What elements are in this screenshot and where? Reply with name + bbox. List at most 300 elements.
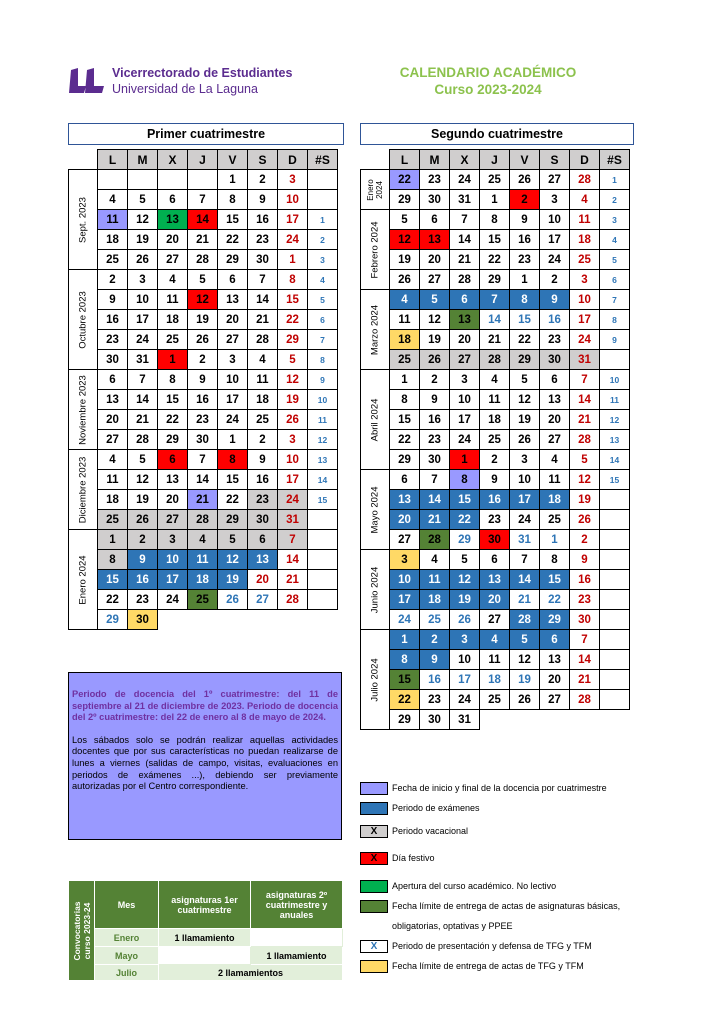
day-cell: 12: [420, 310, 450, 330]
day-cell: 26: [128, 510, 158, 530]
day-cell: 23: [420, 170, 450, 190]
legend-text: Periodo de presentación y defensa de TFG y TFM: [392, 941, 592, 951]
day-cell: 22: [390, 430, 420, 450]
week-number: 12: [308, 430, 338, 450]
week-number: 11: [308, 410, 338, 430]
month-label: Julio 2024: [369, 657, 381, 702]
day-cell: 15: [278, 290, 308, 310]
month-label-cell: [361, 210, 390, 290]
day-cell: 21: [510, 590, 540, 610]
day-cell: 28: [248, 330, 278, 350]
day-cell: [600, 670, 630, 690]
day-cell: 4: [570, 190, 600, 210]
day-cell: 10: [510, 470, 540, 490]
day-cell: 8: [480, 210, 510, 230]
day-header: X: [450, 150, 480, 170]
month-label-cell: [361, 170, 390, 210]
day-cell: 21: [278, 570, 308, 590]
week-number: 15: [600, 470, 630, 490]
day-cell: 3: [128, 270, 158, 290]
day-cell: 9: [420, 390, 450, 410]
day-cell: 1: [390, 370, 420, 390]
day-cell: 13: [540, 650, 570, 670]
day-cell: 19: [510, 410, 540, 430]
week-number: 11: [600, 390, 630, 410]
week-number: 13: [600, 430, 630, 450]
day-cell: 26: [570, 510, 600, 530]
day-cell: 16: [510, 230, 540, 250]
day-header: S: [248, 150, 278, 170]
day-cell: 18: [248, 390, 278, 410]
day-cell: 17: [158, 570, 188, 590]
day-cell: 3: [278, 430, 308, 450]
day-cell: 18: [390, 330, 420, 350]
day-cell: 18: [570, 230, 600, 250]
day-cell: 8: [218, 190, 248, 210]
page-title: [368, 64, 608, 98]
day-cell: 6: [450, 290, 480, 310]
week-number: 1: [308, 210, 338, 230]
day-cell: 20: [540, 410, 570, 430]
day-cell: 25: [390, 350, 420, 370]
day-cell: 16: [540, 310, 570, 330]
day-cell: 4: [248, 350, 278, 370]
month-cell: Enero: [95, 929, 159, 947]
day-cell: 6: [390, 470, 420, 490]
day-cell: 26: [420, 350, 450, 370]
day-cell: 16: [98, 310, 128, 330]
week-number: 6: [308, 310, 338, 330]
week-number: 15: [308, 490, 338, 510]
day-cell: 18: [98, 230, 128, 250]
day-cell: 4: [98, 450, 128, 470]
day-cell: [308, 550, 338, 570]
corner-cell: [69, 150, 98, 170]
day-cell: 2: [188, 350, 218, 370]
day-cell: 9: [128, 550, 158, 570]
day-cell: 21: [570, 670, 600, 690]
day-cell: 27: [158, 510, 188, 530]
day-cell: 16: [420, 410, 450, 430]
day-cell: 12: [128, 470, 158, 490]
day-cell: 2: [98, 270, 128, 290]
day-cell: 5: [218, 530, 248, 550]
day-cell: 3: [158, 530, 188, 550]
day-cell: 6: [480, 550, 510, 570]
day-cell: 25: [98, 510, 128, 530]
week-number: 9: [308, 370, 338, 390]
day-cell: 27: [390, 530, 420, 550]
day-cell: 1: [510, 270, 540, 290]
day-cell: 23: [98, 330, 128, 350]
legend-text: Día festivo: [392, 853, 435, 863]
day-cell: 16: [188, 390, 218, 410]
day-cell: 20: [158, 490, 188, 510]
month-label-cell: [361, 630, 390, 730]
day-cell: 8: [98, 550, 128, 570]
legend-text: Fecha de inicio y final de la docencia por cuatrimestre: [392, 783, 607, 793]
day-cell: 28: [570, 690, 600, 710]
day-cell: 3: [218, 350, 248, 370]
day-cell: 13: [420, 230, 450, 250]
month-label: Diciembre 2023: [77, 456, 89, 523]
day-cell: 12: [510, 650, 540, 670]
day-cell: 23: [540, 330, 570, 350]
first-semester-title: Primer cuatrimestre: [68, 123, 344, 145]
month-label-cell: [69, 170, 98, 270]
title-line: CALENDARIO ACADÉMICO: [399, 65, 577, 80]
day-cell: 13: [98, 390, 128, 410]
day-cell: 24: [450, 690, 480, 710]
legend-swatch: [360, 880, 388, 893]
day-cell: 14: [570, 650, 600, 670]
day-cell: 5: [390, 210, 420, 230]
day-cell: 17: [218, 390, 248, 410]
legend-swatch: X: [360, 852, 388, 865]
day-cell: 24: [128, 330, 158, 350]
day-cell: 20: [218, 310, 248, 330]
day-cell: 12: [128, 210, 158, 230]
day-cell: 6: [420, 210, 450, 230]
day-cell: 19: [218, 570, 248, 590]
day-cell: 4: [390, 290, 420, 310]
day-header: J: [188, 150, 218, 170]
day-cell: 6: [158, 190, 188, 210]
day-cell: 13: [218, 290, 248, 310]
day-cell: 31: [278, 510, 308, 530]
day-cell: 29: [510, 350, 540, 370]
day-cell: [158, 170, 188, 190]
day-cell: 10: [540, 210, 570, 230]
day-cell: 20: [420, 250, 450, 270]
day-cell: 27: [248, 590, 278, 610]
day-cell: 13: [158, 210, 188, 230]
day-cell: 20: [540, 670, 570, 690]
day-cell: 16: [480, 490, 510, 510]
day-cell: 14: [570, 390, 600, 410]
day-cell: 14: [510, 570, 540, 590]
convocatorias-side-label: [69, 881, 95, 981]
day-cell: 28: [480, 350, 510, 370]
day-cell: 19: [510, 670, 540, 690]
day-cell: 14: [450, 230, 480, 250]
day-cell: 16: [128, 570, 158, 590]
legend-swatch: X: [360, 940, 388, 953]
day-cell: 26: [510, 690, 540, 710]
day-cell: 20: [390, 510, 420, 530]
week-number: 14: [308, 470, 338, 490]
day-cell: 17: [278, 210, 308, 230]
week-number: 1: [600, 170, 630, 190]
day-cell: 30: [420, 450, 450, 470]
day-cell: 1: [480, 190, 510, 210]
second-semester-title: Segundo cuatrimestre: [360, 123, 634, 145]
week-number: 4: [600, 230, 630, 250]
day-cell: 22: [480, 250, 510, 270]
day-cell: 19: [128, 490, 158, 510]
day-cell: 22: [540, 590, 570, 610]
col-header-first: asignaturas 1er cuatrimestre: [159, 881, 251, 929]
day-header: L: [390, 150, 420, 170]
day-cell: 26: [450, 610, 480, 630]
month-label: Marzo 2024: [369, 304, 381, 355]
day-cell: 25: [480, 690, 510, 710]
day-cell: 19: [450, 590, 480, 610]
day-cell: 16: [420, 670, 450, 690]
day-cell: 23: [480, 510, 510, 530]
day-cell: 13: [450, 310, 480, 330]
day-header: J: [480, 150, 510, 170]
day-cell: 9: [188, 370, 218, 390]
day-cell: [600, 510, 630, 530]
day-cell: 13: [158, 470, 188, 490]
day-cell: 29: [390, 450, 420, 470]
day-cell: 30: [248, 510, 278, 530]
day-cell: 7: [420, 470, 450, 490]
day-cell: 3: [278, 170, 308, 190]
month-label-cell: [361, 470, 390, 550]
day-cell: 7: [278, 530, 308, 550]
day-cell: 23: [420, 430, 450, 450]
day-cell: 9: [420, 650, 450, 670]
day-cell: [308, 510, 338, 530]
month-label-cell: [69, 270, 98, 370]
day-cell: 26: [510, 430, 540, 450]
day-cell: 5: [128, 190, 158, 210]
day-cell: 10: [570, 290, 600, 310]
day-cell: 14: [278, 550, 308, 570]
day-cell: 11: [188, 550, 218, 570]
day-cell: 26: [188, 330, 218, 350]
month-label: Noviembre 2023: [77, 374, 89, 445]
day-cell: 11: [420, 570, 450, 590]
day-cell: 22: [278, 310, 308, 330]
month-label: Enero 2024: [366, 178, 384, 201]
day-cell: 30: [420, 190, 450, 210]
day-cell: 6: [218, 270, 248, 290]
day-cell: 7: [570, 630, 600, 650]
day-cell: [308, 590, 338, 610]
day-cell: 30: [420, 710, 450, 730]
day-cell: 25: [98, 250, 128, 270]
day-cell: 8: [450, 470, 480, 490]
day-cell: 11: [480, 650, 510, 670]
legend-text: Apertura del curso académico. No lectivo: [392, 881, 557, 891]
day-header: #S: [308, 150, 338, 170]
week-number: 13: [308, 450, 338, 470]
day-header: S: [540, 150, 570, 170]
day-cell: 29: [450, 530, 480, 550]
week-number: 9: [600, 330, 630, 350]
day-cell: 4: [98, 190, 128, 210]
day-cell: 1: [450, 450, 480, 470]
day-cell: 5: [128, 450, 158, 470]
subtitle-line: Curso 2023-2024: [434, 82, 542, 97]
day-cell: 28: [420, 530, 450, 550]
day-cell: 28: [450, 270, 480, 290]
day-cell: 10: [128, 290, 158, 310]
day-cell: 2: [540, 270, 570, 290]
month-label-cell: [361, 290, 390, 370]
day-cell: 23: [570, 590, 600, 610]
legend-swatch: X: [360, 825, 388, 838]
day-cell: 25: [420, 610, 450, 630]
day-cell: 6: [158, 450, 188, 470]
day-cell: 30: [188, 430, 218, 450]
month-label: Octubre 2023: [77, 290, 89, 349]
day-cell: 9: [248, 450, 278, 470]
teaching-periods-note: Periodo de docencia del 1º cuatrimestre: del 11 de septiembre al 21 de diciembre de 2023. Periodo de docencia del 2º cuatrimestre: del 22 de enero al 8 de mayo de 2024.: [72, 689, 338, 723]
day-cell: 13: [390, 490, 420, 510]
day-cell: 15: [540, 570, 570, 590]
month-label-cell: [361, 550, 390, 630]
day-cell: 12: [510, 390, 540, 410]
day-cell: 31: [510, 530, 540, 550]
day-cell: 26: [390, 270, 420, 290]
day-cell: [600, 590, 630, 610]
ull-logo-icon: [68, 66, 106, 94]
day-cell: [600, 490, 630, 510]
month-label: Sept. 2023: [77, 196, 89, 243]
day-cell: 24: [450, 170, 480, 190]
day-cell: 9: [98, 290, 128, 310]
day-cell: 2: [248, 430, 278, 450]
day-cell: [600, 650, 630, 670]
day-cell: 4: [158, 270, 188, 290]
day-cell: 6: [540, 630, 570, 650]
day-cell: 28: [128, 430, 158, 450]
legend-text: obligatorias, optativas y PPEE: [392, 921, 513, 931]
legend-text: Fecha límite de entrega de actas de asignaturas básicas,: [392, 901, 621, 911]
day-header: D: [570, 150, 600, 170]
day-cell: 8: [390, 650, 420, 670]
day-header: L: [98, 150, 128, 170]
day-cell: 2: [480, 450, 510, 470]
day-cell: [308, 530, 338, 550]
day-cell: 5: [570, 450, 600, 470]
day-cell: 6: [98, 370, 128, 390]
day-cell: 7: [188, 450, 218, 470]
day-cell: 27: [420, 270, 450, 290]
day-cell: 25: [570, 250, 600, 270]
day-cell: 24: [278, 490, 308, 510]
day-cell: 21: [480, 330, 510, 350]
week-number: 5: [308, 290, 338, 310]
day-cell: 8: [158, 370, 188, 390]
day-cell: [188, 170, 218, 190]
day-cell: 26: [510, 170, 540, 190]
day-cell: 8: [510, 290, 540, 310]
day-cell: 11: [248, 370, 278, 390]
day-cell: [600, 610, 630, 630]
day-cell: 24: [570, 330, 600, 350]
col-header-mes: Mes: [95, 881, 159, 929]
day-cell: 30: [480, 530, 510, 550]
saturday-note: Los sábados solo se podrán realizar aquellas actividades docentes que por sus características no puedan realizarse de lunes a viernes (salidas de campo, visitas, evaluaciones en periodos de exámenes ...), debiendo ser previamente autorizadas por el Centro correspondiente.: [72, 734, 338, 792]
day-cell: [600, 690, 630, 710]
day-cell: 1: [98, 530, 128, 550]
legend-swatch: [360, 782, 388, 795]
day-cell: 1: [390, 630, 420, 650]
day-cell: 23: [510, 250, 540, 270]
day-cell: 28: [510, 610, 540, 630]
convocatorias-table: [68, 880, 343, 981]
week-number: 2: [600, 190, 630, 210]
col-header-second: asignaturas 2º cuatrimestre y anuales: [251, 881, 343, 929]
day-cell: 5: [278, 350, 308, 370]
day-cell: 22: [510, 330, 540, 350]
day-cell: 1: [158, 350, 188, 370]
day-cell: 30: [570, 610, 600, 630]
day-cell: 8: [278, 270, 308, 290]
day-cell: 27: [540, 170, 570, 190]
day-cell: 25: [480, 430, 510, 450]
day-cell: 27: [450, 350, 480, 370]
day-cell: 13: [248, 550, 278, 570]
day-cell: 20: [450, 330, 480, 350]
day-cell: 5: [188, 270, 218, 290]
day-cell: 21: [450, 250, 480, 270]
day-cell: [308, 570, 338, 590]
week-number: 8: [600, 310, 630, 330]
legend-text: Periodo de exámenes: [392, 803, 480, 813]
day-cell: 2: [128, 530, 158, 550]
day-cell: 25: [248, 410, 278, 430]
day-cell: 30: [98, 350, 128, 370]
day-cell: 1: [218, 170, 248, 190]
day-cell: 17: [278, 470, 308, 490]
week-number: 10: [308, 390, 338, 410]
month-label-cell: [69, 530, 98, 630]
day-cell: 19: [390, 250, 420, 270]
day-cell: 9: [540, 290, 570, 310]
day-header: D: [278, 150, 308, 170]
week-number: 2: [308, 230, 338, 250]
day-cell: 10: [278, 190, 308, 210]
day-cell: 22: [390, 690, 420, 710]
week-number: 8: [308, 350, 338, 370]
day-cell: 10: [450, 650, 480, 670]
day-cell: 27: [540, 690, 570, 710]
week-number: 5: [600, 250, 630, 270]
day-cell: [600, 630, 630, 650]
day-cell: 29: [218, 250, 248, 270]
day-cell: 1: [218, 430, 248, 450]
day-cell: 4: [480, 630, 510, 650]
day-cell: 11: [98, 470, 128, 490]
day-cell: 29: [540, 610, 570, 630]
month-label-cell: [361, 370, 390, 470]
day-cell: 27: [98, 430, 128, 450]
day-cell: 10: [450, 390, 480, 410]
day-cell: 30: [540, 350, 570, 370]
call-cell: 1 llamamiento: [159, 929, 251, 947]
day-cell: 28: [278, 590, 308, 610]
day-cell: 28: [188, 510, 218, 530]
day-header: X: [158, 150, 188, 170]
day-cell: 14: [188, 210, 218, 230]
day-cell: 11: [158, 290, 188, 310]
day-cell: 2: [420, 630, 450, 650]
day-cell: 24: [218, 410, 248, 430]
day-cell: 8: [540, 550, 570, 570]
day-cell: 9: [510, 210, 540, 230]
day-cell: 29: [218, 510, 248, 530]
day-cell: 19: [128, 230, 158, 250]
month-label: Febrero 2024: [369, 220, 381, 279]
day-cell: 11: [480, 390, 510, 410]
day-cell: 12: [278, 370, 308, 390]
